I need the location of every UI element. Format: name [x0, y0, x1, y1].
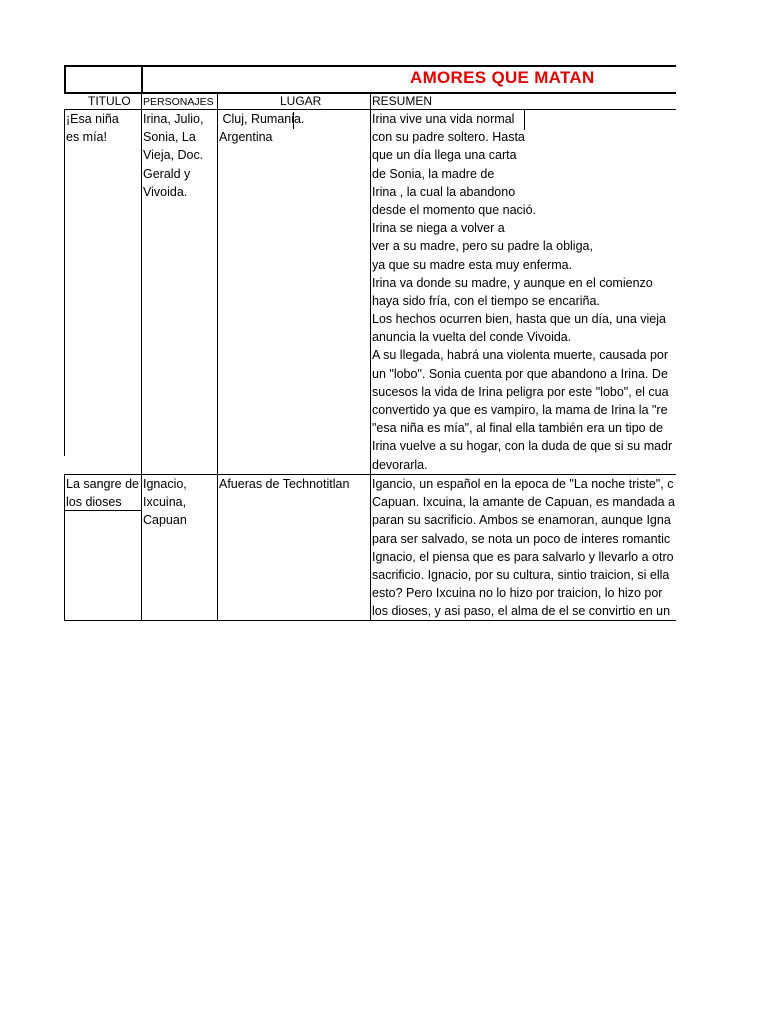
summary-line: los dioses, y asi paso, el alma de el se convirtio en un — [372, 604, 671, 619]
cell-line: Ignacio, — [143, 477, 187, 491]
summary-line: Igancio, un español en la epoca de "La noche triste", c — [372, 477, 674, 491]
summary-line: que un día llega una carta — [372, 148, 517, 163]
header-lugar: LUGAR — [280, 94, 322, 108]
summary-line: haya sido fría, con el tiempo se encariña. — [372, 293, 600, 308]
summary-line: Capuan. Ixcuina, la amante de Capuan, es mandada a — [372, 495, 675, 510]
cell-line: Vivoida. — [143, 184, 188, 199]
col-line-2 — [217, 94, 218, 621]
row2-personajes-cell — [143, 475, 216, 615]
row1-resumen-cell — [372, 110, 676, 474]
cell-line: es mía! — [66, 130, 107, 145]
row2-resumen-cell — [372, 475, 676, 620]
summary-line: Irina vuelve a su hogar, con la duda de que si su madr — [372, 439, 673, 454]
summary-line: anuncia la vuelta del conde Vivoida. — [372, 330, 572, 345]
sheet-title: AMORES QUE MATAN — [410, 68, 595, 87]
row1-lugar-cell — [219, 110, 369, 470]
title-left-border — [64, 65, 66, 94]
summary-line: ya que su madre esta muy enferma. — [372, 257, 573, 272]
cell-line: Irina, Julio, — [143, 112, 204, 126]
cell-line: Sonia, La — [143, 130, 196, 145]
cell-line: Ixcuina, — [143, 495, 187, 510]
cell-line: Gerald y — [143, 166, 191, 181]
cell-line: Vieja, Doc. — [143, 148, 204, 163]
summary-line: paran su sacrificio. Ambos se enamoran, aunque Igna — [372, 513, 671, 528]
summary-line: convertido ya que es vampiro, la mama de Irina la "re — [372, 403, 668, 417]
header-resumen: RESUMEN — [372, 94, 433, 108]
row1-left-border — [64, 110, 65, 456]
cell-line: Argentina — [219, 130, 273, 145]
col-line-1 — [141, 94, 142, 621]
cell-line: Afueras de Technotitlan — [219, 477, 350, 491]
header-titulo: TITULO — [88, 94, 131, 108]
header-personajes: PERSONAJES — [143, 96, 214, 108]
summary-line: Irina va donde su madre, y aunque en el comienzo — [372, 275, 653, 290]
summary-line: de Sonia, la madre de — [372, 166, 495, 181]
cell-line: Cluj, Rumania. — [219, 112, 305, 126]
cell-line: los dioses — [66, 495, 122, 510]
summary-line: para ser salvado, se nota un poco de interes romantic — [372, 531, 671, 546]
title-top-border — [64, 65, 676, 67]
summary-line: esto? Pero Ixcuina no lo hizo por traicion, lo hizo por — [372, 586, 663, 601]
row2-lugar-cell — [219, 475, 369, 615]
summary-line: desde el momento que nació. — [372, 202, 536, 217]
row1-personajes-cell — [143, 110, 216, 470]
cell-line: Capuan — [143, 513, 187, 528]
summary-line: Irina se niega a volver a — [372, 221, 505, 236]
row2-titulo-cell — [66, 475, 141, 615]
cell-line: La sangre de — [66, 477, 139, 491]
row1-titulo-cell — [66, 110, 140, 470]
summary-line: A su llegada, habrá una violenta muerte, causada por — [372, 348, 669, 363]
title-divider — [141, 65, 143, 94]
summary-line: sucesos la vida de Irina peligra por este "lobo", el cua — [372, 384, 669, 399]
cell-line: ¡Esa niña — [66, 112, 119, 126]
col-line-3 — [370, 94, 371, 621]
summary-line: Ignacio, el piensa que es para salvarlo y llevarlo a otro — [372, 549, 674, 564]
row2-left-border — [64, 475, 65, 621]
summary-line: ver a su madre, pero su padre la obliga, — [372, 239, 593, 254]
table-bottom-border — [64, 620, 676, 621]
summary-line: Irina vive una vida normal — [372, 112, 515, 126]
summary-line: "esa niña es mía", al final ella también era un tipo de — [372, 421, 663, 436]
summary-line: un "lobo". Sonia cuenta por que abandono a Irina. De — [372, 366, 668, 381]
summary-line: Irina , la cual la abandono — [372, 184, 516, 199]
summary-line: Los hechos ocurren bien, hasta que un día, una vieja — [372, 312, 666, 327]
summary-line: devorarla. — [372, 457, 428, 472]
summary-line: con su padre soltero. Hasta — [372, 130, 525, 145]
summary-line: sacrificio. Ignacio, por su cultura, sintio traicion, si ella — [372, 567, 670, 582]
